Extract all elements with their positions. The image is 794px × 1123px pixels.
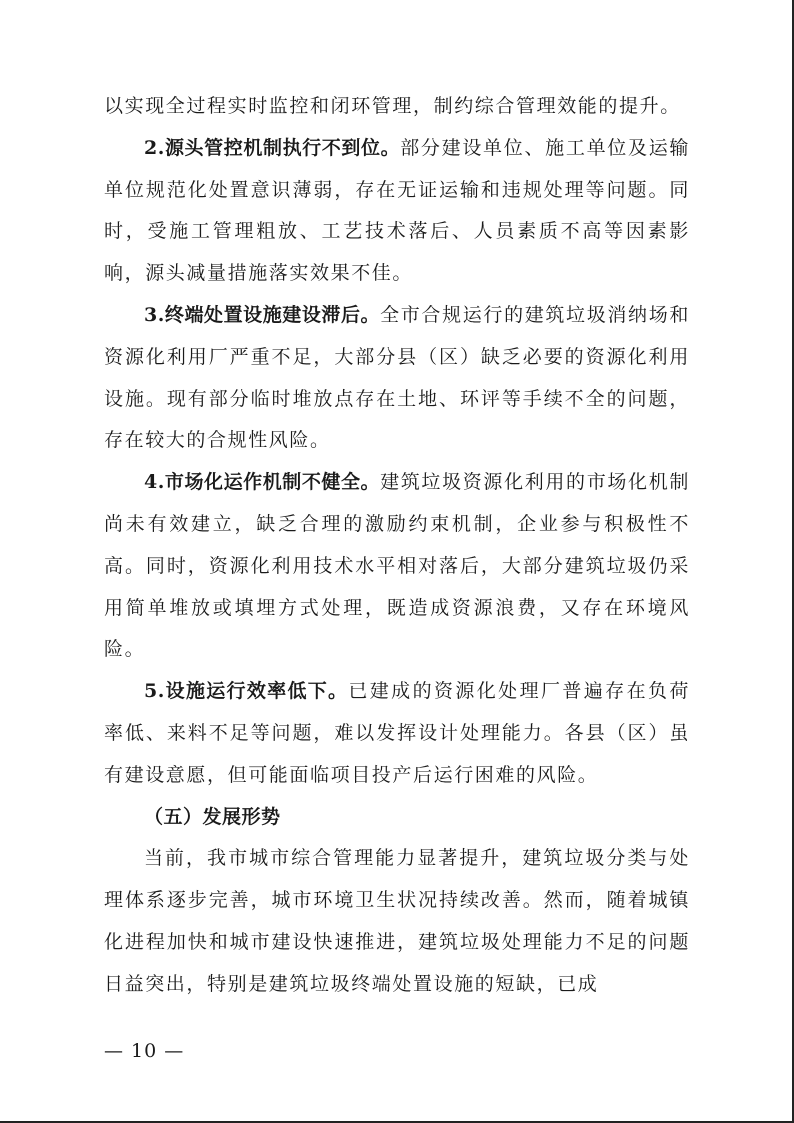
paragraph-text: 全市合规运行的建筑垃圾消纳场和资源化利用厂严重不足，大部分县（区）缺乏必要的资源化利用设施。现有部分临时堆放点存在土地、环评等手续不全的问题，存在较大的合规性风险。: [104, 303, 690, 452]
paragraph-item-5: [104, 671, 690, 796]
paragraph-text: 以实现全过程实时监控和闭环管理，制约综合管理效能的提升。: [104, 95, 681, 117]
paragraph-item-4: [104, 462, 690, 671]
paragraph-item-3: [104, 295, 690, 462]
paragraph-text: 部分建设单位、施工单位及运输单位规范化处置意识薄弱，存在无证运输和违规处理等问题。同时，受施工管理粗放、工艺技术落后、人员素质不高等因素影响，源头减量措施落实效果不佳。: [104, 136, 690, 285]
page-number: — 10 —: [104, 1040, 185, 1062]
paragraph-lead: 5.设施运行效率低下。: [144, 680, 349, 703]
paragraph-lead: 4.市场化运作机制不健全。: [144, 471, 381, 494]
paragraph-continuation: [104, 86, 690, 128]
paragraph-text: 建筑垃圾资源化利用的市场化机制尚未有效建立，缺乏合理的激励约束机制，企业参与积极性不高。同时，资源化利用技术水平相对落后，大部分建筑垃圾仍采用简单堆放或填埋方式处理，既造成资源浪费，又存在环境风险。: [104, 471, 690, 661]
paragraph-text: 已建成的资源化处理厂普遍存在负荷率低、来料不足等问题，难以发挥设计处理能力。各县（区）虽有建设意愿，但可能面临项目投产后运行困难的风险。: [104, 680, 690, 786]
paragraph-closing: 当前，我市城市综合管理能力显著提升，建筑垃圾分类与处理体系逐步完善，城市环境卫生状况持续改善。然而，随着城镇化进程加快和城市建设快速推进，建筑垃圾处理能力不足的问题日益突出，特别是建筑垃圾终端处置设施的短缺，已成: [104, 847, 690, 995]
section-heading: （五）发展形势: [144, 805, 281, 828]
paragraph-item-2: [104, 128, 690, 295]
paragraph-lead: 3.终端处置设施建设滞后。: [144, 303, 381, 326]
document-body: [104, 86, 690, 1006]
paragraph-lead: 2.源头管控机制执行不到位。: [144, 136, 401, 159]
